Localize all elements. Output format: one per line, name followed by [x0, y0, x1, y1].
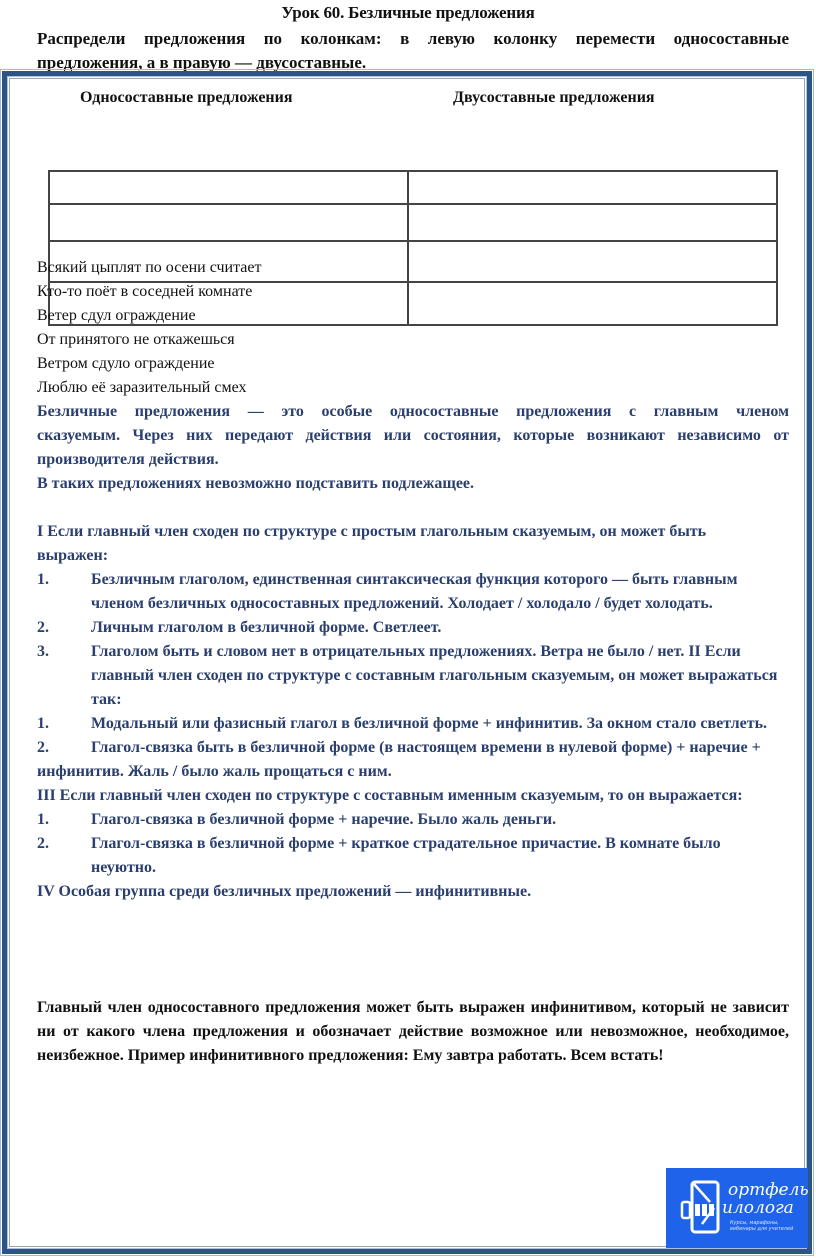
- list-number: 2.: [37, 835, 49, 852]
- task-instructions: [37, 27, 789, 75]
- task-line-2: предложения, а в правую — двусоставные.: [37, 53, 367, 72]
- list-number: 3.: [37, 643, 49, 660]
- list-number: 2.: [37, 739, 49, 756]
- list-text: Глагол-связка в безличной форме + наречие. Было жаль деньги.: [91, 811, 557, 828]
- section-1-heading: I Если главный член сходен по структуре с простым глагольным сказуемым, он может быть выражен:: [37, 523, 707, 564]
- no-subject-note: В таких предложениях невозможно подставить подлежащее.: [37, 475, 475, 492]
- list-text: Глаголом быть и словом нет в отрицательных предложениях. Ветра не было / нет. II Если главный член сходен по структуре с составным глагольным сказуемым, он может выражаться так:: [91, 643, 778, 708]
- list-text: Глагол-связка быть в безличной форме (в настоящем времени в нулевой форме) + наречие + инфинитив. Жаль / было жаль прощаться с ним.: [37, 739, 761, 780]
- drop-cell-right[interactable]: [408, 241, 777, 282]
- list-item: [37, 832, 777, 880]
- sentence-card[interactable]: Ветром сдуло ограждение: [37, 355, 215, 372]
- sentence-card[interactable]: От принятого не откажешься: [37, 331, 235, 348]
- sentence-card[interactable]: Ветер сдул ограждение: [37, 307, 196, 324]
- list-item: [37, 808, 789, 832]
- task-line-1: Распредели предложения по колонкам: в левую колонку перемести односоставные: [37, 29, 789, 48]
- column-header-one-part: Односоставные предложения: [80, 89, 293, 106]
- table-row: [49, 171, 777, 204]
- sentence-card[interactable]: Кто-то поёт в соседней комнате: [37, 283, 253, 300]
- infinitive-paragraph: Главный член односоставного предложения может быть выражен инфинитивом, который не зависит ни от какого члена предложения и обозначает действие возможное или невозможное, необходимое, неизбежное. Пример инфинитивного предложения: Ему завтра работать. Всем встать!: [37, 999, 789, 1064]
- list-item: [37, 640, 789, 712]
- logo-subtitle: Курсы, марафоны, вебинары для учителей: [730, 1220, 794, 1232]
- draggable-sentences: [37, 256, 262, 400]
- list-item: [37, 712, 789, 736]
- column-header-two-part: Двусоставные предложения: [453, 89, 655, 106]
- definition-line-1: Безличные предложения — это особые односоставные предложения с главным членом: [37, 403, 789, 420]
- table-row: [49, 204, 777, 241]
- page-title: Урок 60. Безличные предложения: [281, 3, 535, 22]
- list-number: 2.: [37, 619, 49, 636]
- drop-cell-right[interactable]: [408, 171, 777, 204]
- logo-line-2: илолога: [722, 1198, 794, 1218]
- section-4-heading: IV Особая группа среди безличных предложений — инфинитивные.: [37, 883, 532, 900]
- list-text: Модальный или фазисный глагол в безличной форме + инфинитив. За окном стало светлеть.: [91, 715, 768, 732]
- list-text: Личным глаголом в безличной форме. Светлеет.: [91, 619, 442, 636]
- brand-logo: [666, 1168, 808, 1248]
- list-text: Глагол-связка в безличной форме + краткое страдательное причастие. В комнате было неуютно.: [91, 835, 721, 876]
- list-item: [37, 616, 789, 640]
- section-3-heading: III Если главный член сходен по структуре с составным именным сказуемым, то он выражается:: [37, 787, 743, 804]
- list-text: Безличным глаголом, единственная синтаксическая функция которого — быть главным членом безличных односоставных предложений. Холодает / холодало / будет холодать.: [91, 571, 738, 612]
- sentence-card[interactable]: Всякий цыплят по осени считает: [37, 259, 262, 276]
- list-item: [37, 568, 757, 616]
- drop-cell-right[interactable]: [408, 204, 777, 241]
- drop-cell-right[interactable]: [408, 282, 777, 325]
- logo-line-1: ортфель: [728, 1180, 809, 1200]
- drop-cell-left[interactable]: [49, 171, 408, 204]
- theory-block: [37, 400, 789, 904]
- list-number: 1.: [37, 571, 49, 588]
- sentence-card[interactable]: Люблю её заразительный смех: [37, 379, 247, 396]
- drop-cell-left[interactable]: [49, 204, 408, 241]
- list-number: 1.: [37, 811, 49, 828]
- definition-line-3: производителя действия.: [37, 451, 219, 468]
- list-number: 1.: [37, 715, 49, 732]
- definition-paragraph: [37, 400, 789, 472]
- definition-line-2: сказуемым. Через них передают действия или состояния, которые возникают независимо от: [37, 427, 789, 444]
- list-item: [37, 736, 789, 784]
- briefcase-icon: [680, 1178, 726, 1238]
